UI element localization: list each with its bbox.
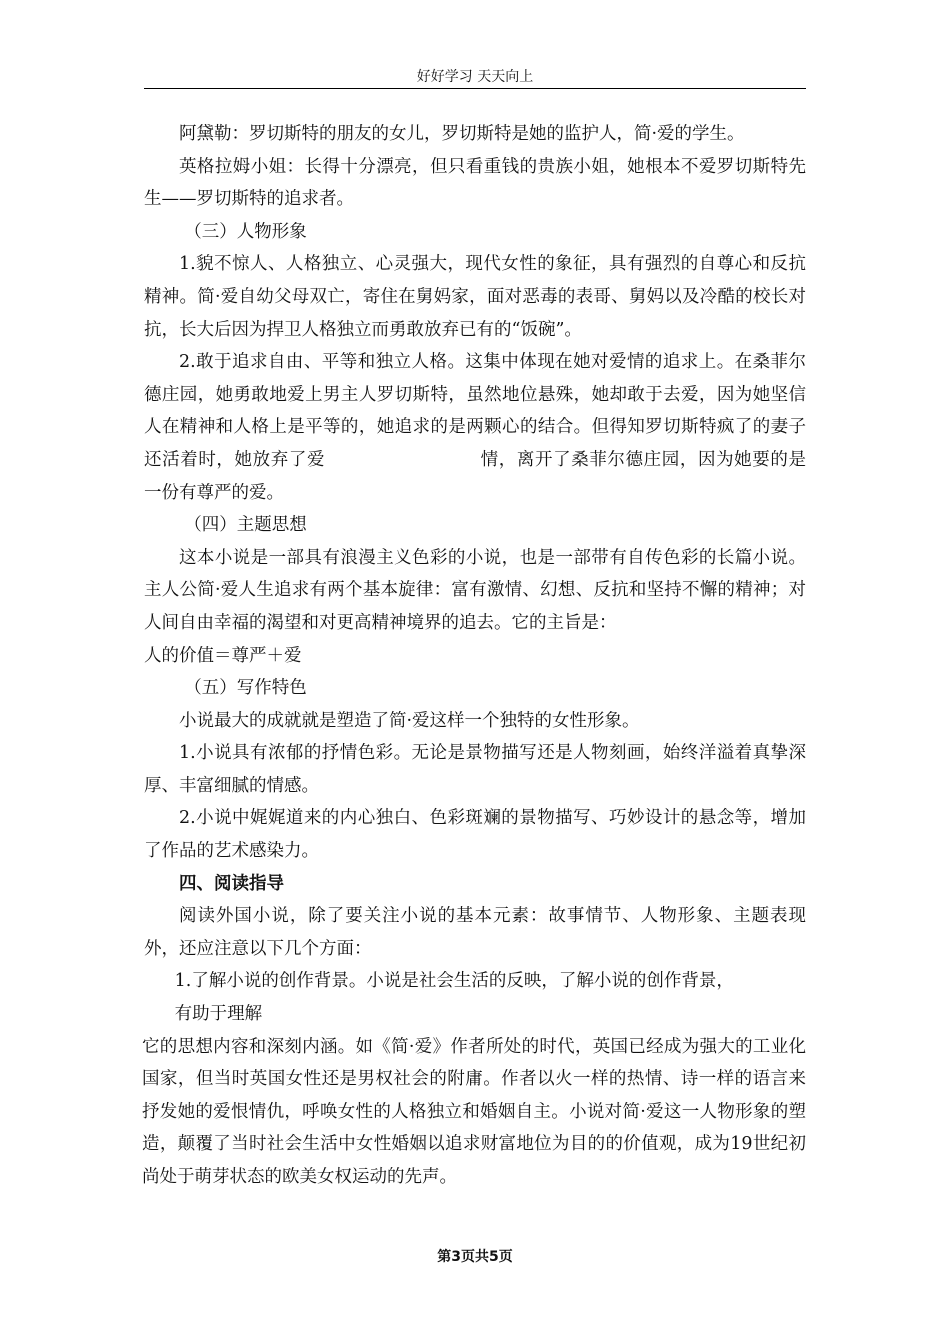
heading-reading-guide: 四、阅读指导 <box>179 873 284 894</box>
paragraph-feature-2: 2.小说中娓娓道来的内心独白、色彩斑斓的景物描写、巧妙设计的悬念等，增加了作品的艺术感染力。 <box>144 808 806 862</box>
heading-character-image: （三）人物形象 <box>184 221 307 242</box>
paragraph-reading-1-continued: 有助于理解 <box>174 1004 263 1025</box>
page-number: 第3页共5页 <box>437 1249 513 1265</box>
paragraph-theme: 这本小说是一部具有浪漫主义色彩的小说，也是一部带有自传色彩的长篇小说。主人公简·爱人生追求有两个基本旋律：富有激情、幻想、反抗和坚持不懈的精神；对人间自由幸福的渴望和对更高精神境界的追去。它的主旨是： <box>144 547 806 633</box>
paragraph-feature-1: 1.小说具有浓郁的抒情色彩。无论是景物描写还是人物刻画，始终洋溢着真挚深厚、丰富细腻的情感。 <box>144 743 806 796</box>
paragraph-ingram: 英格拉姆小姐：长得十分漂亮，但只看重钱的贵族小姐，她根本不爱罗切斯特先生——罗切斯特的追求者。 <box>144 156 806 210</box>
paragraph-character-1: 1.貌不惊人、人格独立、心灵强大，现代女性的象征，具有强烈的自尊心和反抗精神。简·爱自幼父母双亡，寄住在舅妈家，面对恶毒的表哥、舅妈以及冷酷的校长对抗，长大后因为捍卫人格独立而勇敢放弃已有的“饭碗”。 <box>144 254 806 340</box>
paragraph-reading-1: 1.了解小说的创作背景。小说是社会生活的反映，了解小说的创作背景， <box>174 971 734 992</box>
page-header: 好好学习 天天向上 <box>416 69 534 85</box>
paragraph-character-2-part-b: 情，离开了桑菲尔德庄园，因为她要的是一份有尊严的爱。 <box>144 449 807 503</box>
heading-writing-features: （五）写作特色 <box>184 678 307 699</box>
paragraph-character-2 <box>144 346 806 509</box>
heading-theme: （四）主题思想 <box>184 515 307 536</box>
paragraph-reading-1-body: 它的思想内容和深刻内涵。如《简·爱》作者所处的时代，英国已经成为强大的工业化国家，但当时英国女性还是男权社会的附庸。作者以火一样的热情、诗一样的语言来抒发她的爱恨情仇，呼唤女性的人格独立和婚姻自主。小说对简·爱这一人物形象的塑造，颠覆了当时社会生活中女性婚姻以追求财富地位为目的的价值观，成为19世纪初尚处于萌芽状态的欧美女权运动的先声。 <box>142 1036 806 1187</box>
paragraph-character-2-part-a: 2.敢于追求自由、平等和独立人格。这集中体现在她对爱情的追求上。在桑菲尔德庄园，她勇敢地爱上男主人罗切斯特，虽然地位悬殊，她却敢于去爱，因为她坚信人在精神和人格上是平等的，她追求的是两颗心的结合。但得知罗切斯特疯了的妻子还活着时，她放弃了爱 <box>144 352 806 470</box>
header-divider <box>144 88 806 89</box>
paragraph-adele: 阿黛勒：罗切斯特的朋友的女儿，罗切斯特是她的监护人，简·爱的学生。 <box>179 124 745 144</box>
document-body <box>144 118 806 1194</box>
paragraph-reading-intro: 阅读外国小说，除了要关注小说的基本元素：故事情节、人物形象、主题表现外，还应注意以下几个方面： <box>144 906 806 959</box>
paragraph-theme-formula: 人的价值＝尊严＋爱 <box>144 645 302 666</box>
paragraph-feature-intro: 小说最大的成就就是塑造了简·爱这样一个独特的女性形象。 <box>179 710 640 731</box>
